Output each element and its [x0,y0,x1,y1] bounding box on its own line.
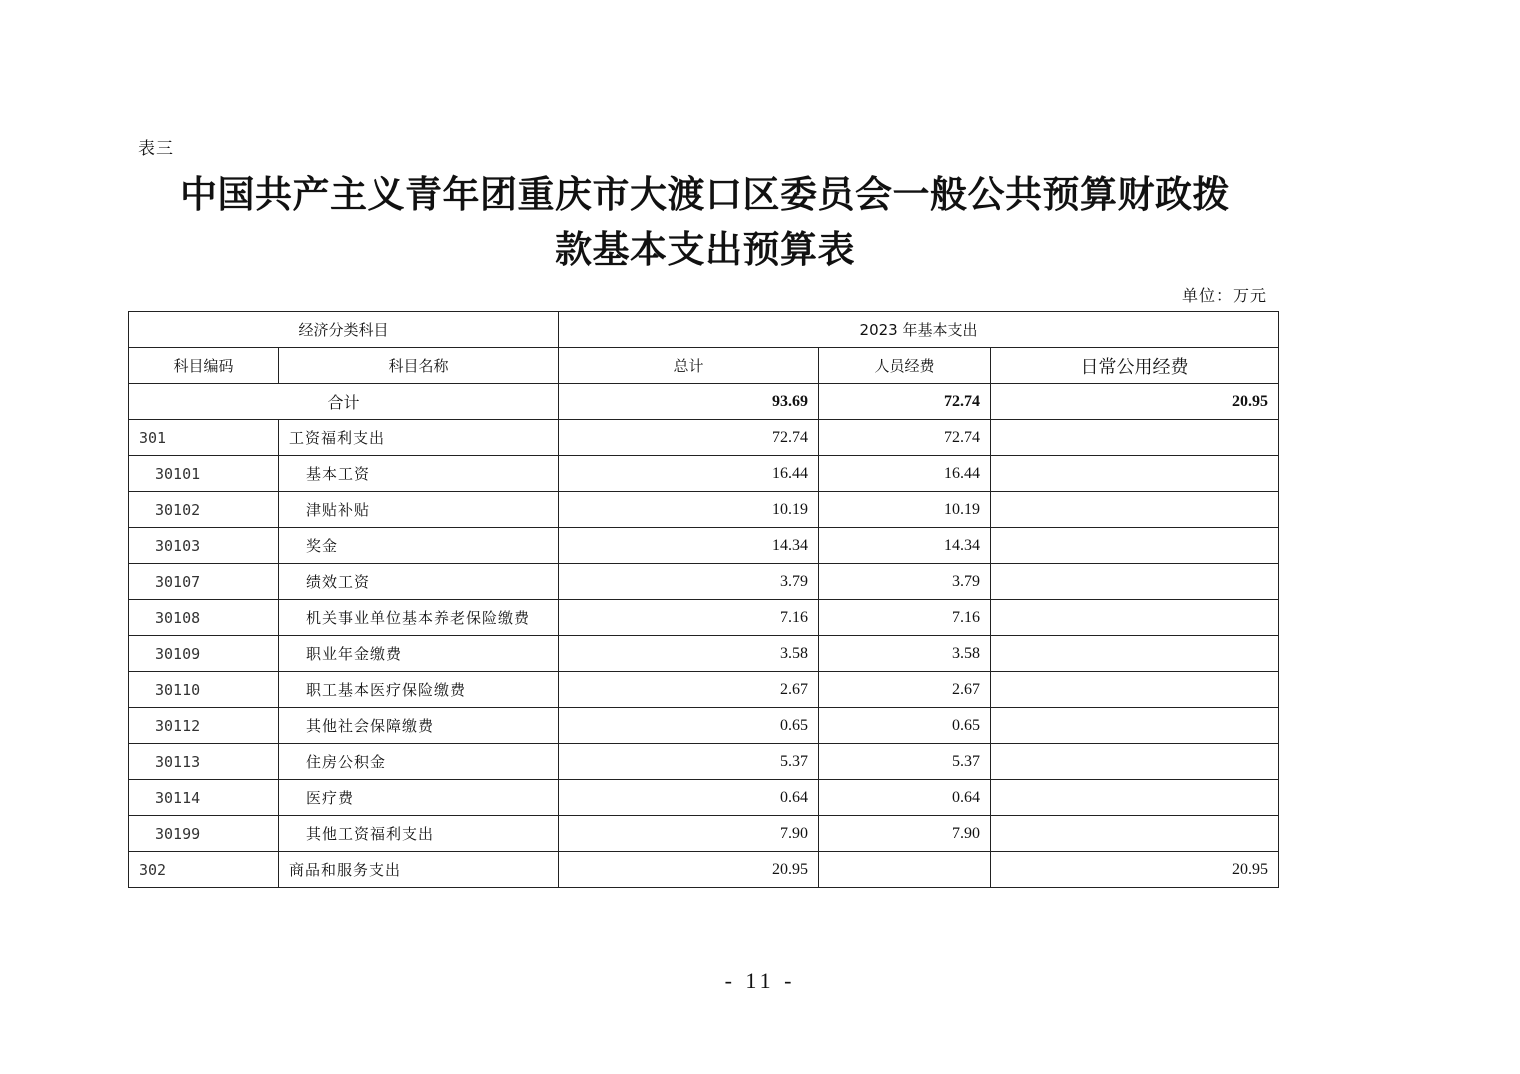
row-total: 0.65 [559,708,819,744]
row-code: 30103 [129,528,279,564]
row-code: 30112 [129,708,279,744]
row-personnel [819,852,991,888]
row-name: 工资福利支出 [279,420,559,456]
row-name: 职业年金缴费 [279,636,559,672]
header-code: 科目编码 [129,348,279,384]
row-total: 3.58 [559,636,819,672]
row-code: 30107 [129,564,279,600]
row-name: 商品和服务支出 [279,852,559,888]
table-row [129,744,1279,780]
table-row [129,780,1279,816]
row-code: 30110 [129,672,279,708]
row-name: 医疗费 [279,780,559,816]
header-public: 日常公用经费 [991,348,1279,384]
header-row-1 [129,312,1279,348]
table-row [129,492,1279,528]
row-personnel: 16.44 [819,456,991,492]
total-personnel: 72.74 [819,384,991,420]
row-public [991,456,1279,492]
table-row [129,420,1279,456]
row-code: 30101 [129,456,279,492]
row-public [991,672,1279,708]
row-personnel: 5.37 [819,744,991,780]
row-code: 301 [129,420,279,456]
table-row [129,600,1279,636]
header-name: 科目名称 [279,348,559,384]
row-personnel: 72.74 [819,420,991,456]
table-row [129,672,1279,708]
document-title-line-2: 款基本支出预算表 [555,228,855,271]
row-public [991,564,1279,600]
row-public [991,600,1279,636]
row-total: 16.44 [559,456,819,492]
table-row [129,564,1279,600]
total-label: 合计 [129,384,559,420]
table-label: 表三 [138,139,174,159]
row-code: 30108 [129,600,279,636]
row-total: 7.16 [559,600,819,636]
row-public: 20.95 [991,852,1279,888]
table-row [129,852,1279,888]
row-personnel: 0.65 [819,708,991,744]
row-name: 机关事业单位基本养老保险缴费 [279,600,559,636]
header-row-2 [129,348,1279,384]
row-name: 其他社会保障缴费 [279,708,559,744]
row-public [991,816,1279,852]
table-row [129,528,1279,564]
row-public [991,744,1279,780]
row-personnel: 0.64 [819,780,991,816]
header-total: 总计 [559,348,819,384]
row-public [991,420,1279,456]
row-personnel: 14.34 [819,528,991,564]
row-public [991,636,1279,672]
row-total: 5.37 [559,744,819,780]
row-code: 30113 [129,744,279,780]
row-code: 30199 [129,816,279,852]
row-total: 14.34 [559,528,819,564]
header-year-basic: 2023 年基本支出 [559,312,1279,348]
budget-table [128,311,1279,888]
row-code: 30102 [129,492,279,528]
total-row [129,384,1279,420]
row-code: 302 [129,852,279,888]
total-total: 93.69 [559,384,819,420]
row-public [991,708,1279,744]
row-total: 3.79 [559,564,819,600]
row-personnel: 3.58 [819,636,991,672]
table-row [129,708,1279,744]
row-total: 10.19 [559,492,819,528]
unit-label: 单位：万元 [1181,286,1267,305]
table-row [129,636,1279,672]
row-personnel: 7.16 [819,600,991,636]
row-public [991,780,1279,816]
table-row [129,456,1279,492]
row-name: 其他工资福利支出 [279,816,559,852]
row-total: 72.74 [559,420,819,456]
row-personnel: 7.90 [819,816,991,852]
row-personnel: 3.79 [819,564,991,600]
row-public [991,492,1279,528]
total-public: 20.95 [991,384,1279,420]
table-row [129,816,1279,852]
row-public [991,528,1279,564]
header-econ-class: 经济分类科目 [129,312,559,348]
header-personnel: 人员经费 [819,348,991,384]
row-total: 0.64 [559,780,819,816]
row-name: 奖金 [279,528,559,564]
row-name: 津贴补贴 [279,492,559,528]
row-name: 住房公积金 [279,744,559,780]
page-number: - 11 - [724,968,796,993]
row-name: 基本工资 [279,456,559,492]
row-name: 职工基本医疗保险缴费 [279,672,559,708]
row-personnel: 2.67 [819,672,991,708]
document-title-line-1: 中国共产主义青年团重庆市大渡口区委员会一般公共预算财政拨 [180,173,1230,216]
row-total: 2.67 [559,672,819,708]
row-code: 30109 [129,636,279,672]
row-code: 30114 [129,780,279,816]
row-personnel: 10.19 [819,492,991,528]
row-total: 20.95 [559,852,819,888]
row-name: 绩效工资 [279,564,559,600]
row-total: 7.90 [559,816,819,852]
